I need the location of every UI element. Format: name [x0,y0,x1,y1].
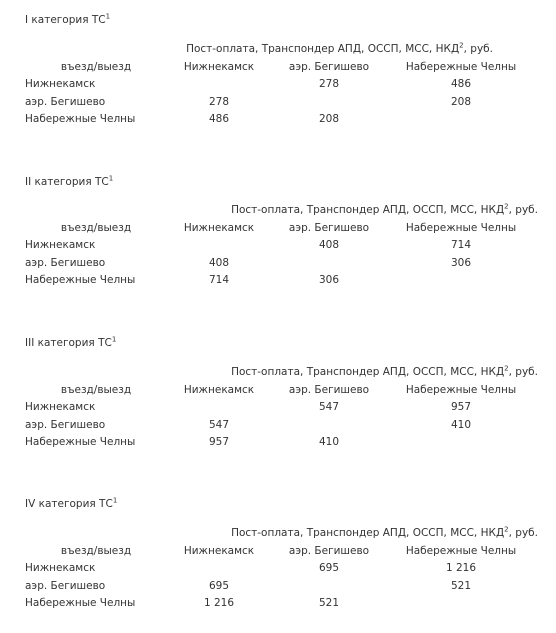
column-header: Нижнекамск [183,545,255,557]
entry-exit-label: въезд/выезд [60,545,132,557]
category-section-1 [0,0,556,150]
column-header: аэр. Бегишево [288,222,370,234]
row-label: Нижнекамск [25,562,96,574]
row-label: Нижнекамск [25,78,96,90]
row-label: Набережные Челны [25,274,136,286]
entry-exit-label: въезд/выезд [60,384,132,396]
table-cell: 521 [318,597,340,609]
table-cell: 278 [208,96,230,108]
tariff-header: Пост-оплата, Транспондер АПД, ОССП, МСС, НКД$^2$, руб. [231,364,538,378]
column-header: Набережные Челны [405,384,517,396]
table-cell: 278 [318,78,340,90]
row-label: Набережные Челны [25,597,136,609]
category-section-2 [0,161,556,311]
table-cell: 547 [318,401,340,413]
column-header: Набережные Челны [405,61,517,73]
table-cell: 714 [450,239,472,251]
row-label: Набережные Челны [25,113,136,125]
table-cell: 410 [318,436,340,448]
tariff-header: Пост-оплата, Транспондер АПД, ОССП, МСС, НКД$^2$, руб. [186,41,493,55]
table-cell: 486 [450,78,472,90]
category-section-3 [0,322,556,472]
table-cell: 408 [208,257,230,269]
column-header: аэр. Бегишево [288,61,370,73]
table-cell: 486 [208,113,230,125]
entry-exit-label: въезд/выезд [60,222,132,234]
table-cell: 1 216 [445,562,477,574]
category-section-4 [0,483,556,633]
row-label: аэр. Бегишево [25,96,106,108]
table-cell: 408 [318,239,340,251]
table-cell: 695 [208,580,230,592]
column-header: Нижнекамск [183,384,255,396]
table-cell: 957 [208,436,230,448]
entry-exit-label: въезд/выезд [60,61,132,73]
table-cell: 208 [450,96,472,108]
row-label: Нижнекамск [25,401,96,413]
row-label: аэр. Бегишево [25,580,106,592]
column-header: Набережные Челны [405,545,517,557]
tariff-header: Пост-оплата, Транспондер АПД, ОССП, МСС, НКД$^2$, руб. [231,525,538,539]
column-header: Нижнекамск [183,222,255,234]
tariff-header: Пост-оплата, Транспондер АПД, ОССП, МСС, НКД$^2$, руб. [231,202,538,216]
table-cell: 957 [450,401,472,413]
table-cell: 410 [450,419,472,431]
table-cell: 1 216 [203,597,235,609]
row-label: аэр. Бегишево [25,419,106,431]
column-header: Нижнекамск [183,61,255,73]
category-title: III категория $ТС^1$ [25,335,117,349]
table-cell: 306 [318,274,340,286]
table-cell: 695 [318,562,340,574]
category-title: IV категория $ТС^1$ [25,496,118,510]
table-cell: 306 [450,257,472,269]
row-label: аэр. Бегишево [25,257,106,269]
category-title: I категория $ТС^1$ [25,12,111,26]
table-cell: 714 [208,274,230,286]
table-cell: 547 [208,419,230,431]
table-cell: 521 [450,580,472,592]
column-header: Набережные Челны [405,222,517,234]
table-cell: 208 [318,113,340,125]
category-title: II категория $ТС^1$ [25,174,114,188]
row-label: Нижнекамск [25,239,96,251]
column-header: аэр. Бегишево [288,545,370,557]
column-header: аэр. Бегишево [288,384,370,396]
row-label: Набережные Челны [25,436,136,448]
